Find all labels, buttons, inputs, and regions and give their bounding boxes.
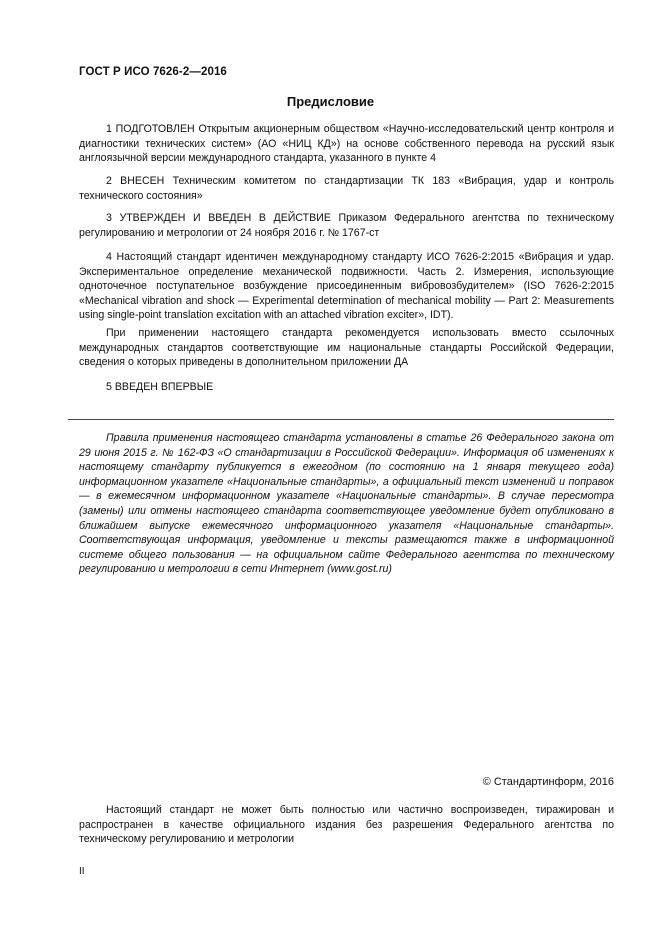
paragraph-application: При применении настоящего стандарта рекомендуется использовать вместо ссылочных международных стандартов соответствующие им национальные стандарты Российской Федерации, сведения о которых приведены в дополнительном приложении ДА [79,327,614,369]
paragraph-identical: 4 Настоящий стандарт идентичен международному стандарту ИСО 7626-2:2015 «Вибрация и удар. Экспериментальное определение механической подвижности. Часть 2. Измерения, использующие одноточечное поступательное возбуждение присоединенным вибровозбудителем» (ISO 7626-2:2015 «Mechanical vibration and shock — Experimental determination of mechanical mobility — Part 2: Measurements using single-point translation excitation with an attached vibration exciter», IDT). [79,251,614,322]
document-code: ГОСТ Р ИСО 7626-2—2016 [79,66,227,78]
page-number: II [79,866,85,877]
copyright: © Стандартинформ, 2016 [482,776,614,788]
page-title: Предисловие [286,94,375,109]
notice-paragraph: Правила применения настоящего стандарта установлены в статье 26 Федерального закона от 29 июня 2015 г. № 162-ФЗ «О стандартизации в Российской Федерации». Информация об изменениях к настоящему стандарту публикуется в ежегодном (по состоянию на 1 января текущего года) информационном указателе «Национальные стандарты», а официальный текст изменений и поправок — в ежемесячном информационном указателе «Национальные стандарты». В случае пересмотра (замены) или отмены настоящего стандарта соответствующее уведомление будет опубликовано в ближайшем выпуске ежемесячного информационного указателя «Национальные стандарты». Соответствующая информация, уведомление и тексты размещаются также в информационной системе общего пользования — на официальном сайте Федерального агентства по техническому регулированию и метрологии в сети Интернет (www.gost.ru) [79,432,614,576]
paragraph-submitted: 2 ВНЕСЕН Техническим комитетом по стандартизации ТК 183 «Вибрация, удар и контроль технического состояния» [79,175,614,202]
section-divider [68,419,614,420]
reproduction-notice: Настоящий стандарт не может быть полностью или частично воспроизведен, тиражирован и распространен в качестве официального издания без разрешения Федерального агентства по техническому регулированию и метрологии [79,804,614,846]
paragraph-approved: 3 УТВЕРЖДЕН И ВВЕДЕН В ДЕЙСТВИЕ Приказом Федерального агентства по техническому регулированию и метрологии от 24 ноября 2016 г. № 1767-ст [79,212,614,239]
paragraph-first-introduced: 5 ВВЕДЕН ВПЕРВЫЕ [106,381,214,393]
paragraph-prepared: 1 ПОДГОТОВЛЕН Открытым акционерным обществом «Научно-исследовательский центр контроля и диагностики технических систем» (АО «НИЦ КД») на основе собственного перевода на русский язык англоязычной версии международного стандарта, указанного в пункте 4 [79,123,614,165]
